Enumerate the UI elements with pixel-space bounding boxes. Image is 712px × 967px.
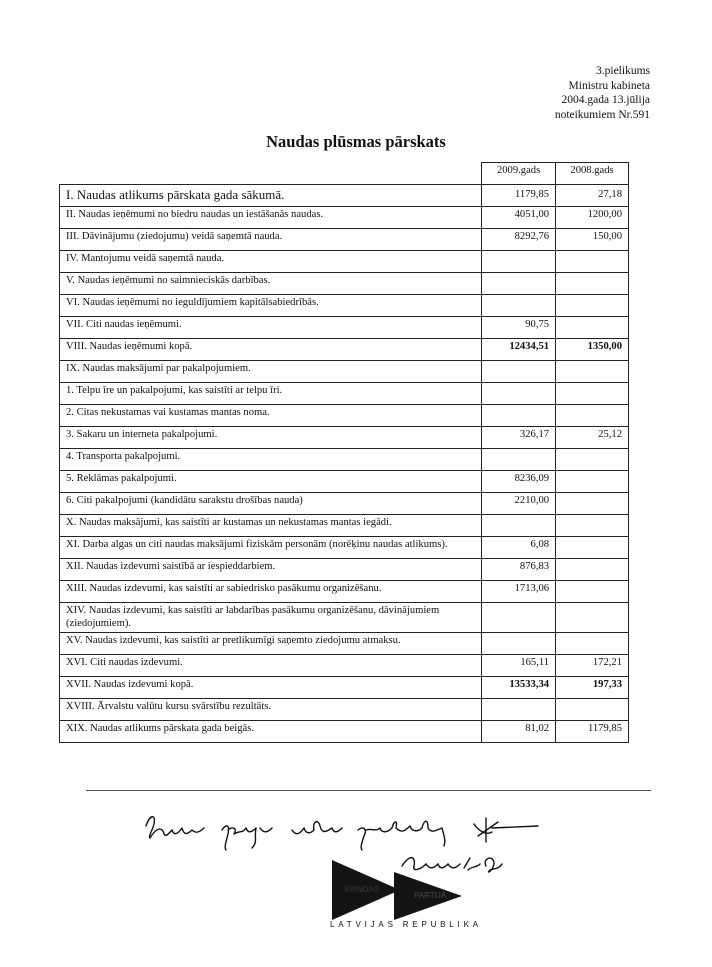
table-row xyxy=(60,537,629,559)
value-2008 xyxy=(556,449,629,471)
column-header-2009: 2009.gads xyxy=(482,163,556,185)
stamp-overlay-signature xyxy=(402,858,502,872)
table-row xyxy=(60,383,629,405)
value-2009: 876,83 xyxy=(482,559,556,581)
value-2008 xyxy=(556,559,629,581)
table-row xyxy=(60,273,629,295)
value-2009 xyxy=(482,405,556,427)
table-row xyxy=(60,361,629,383)
value-2009 xyxy=(482,699,556,721)
value-2009: 165,11 xyxy=(482,655,556,677)
table-row xyxy=(60,339,629,361)
row-label: VII. Citi naudas ieņēmumi. xyxy=(60,317,482,339)
logo-faint-text-left: SVINDAS xyxy=(344,885,380,894)
row-label: XVIII. Ārvalstu valūtu kursu svārstību rezultāts. xyxy=(60,699,482,721)
row-label: VI. Naudas ieņēmumi no ieguldījumiem kapitālsabiedrībās. xyxy=(60,295,482,317)
value-2008 xyxy=(556,295,629,317)
value-2008 xyxy=(556,537,629,559)
annex-issuer: Ministru kabineta xyxy=(568,79,650,92)
value-2009 xyxy=(482,515,556,537)
table-row xyxy=(60,185,629,207)
table-row xyxy=(60,655,629,677)
value-2008: 197,33 xyxy=(556,677,629,699)
value-2008 xyxy=(556,581,629,603)
row-label: 1. Telpu īre un pakalpojumi, kas saistīti ar telpu īri. xyxy=(60,383,482,405)
value-2008 xyxy=(556,317,629,339)
row-label: VIII. Naudas ieņēmumi kopā. xyxy=(60,339,482,361)
value-2009: 12434,51 xyxy=(482,339,556,361)
row-label: IV. Mantojumu veidā saņemtā nauda. xyxy=(60,251,482,273)
value-2008 xyxy=(556,633,629,655)
value-2009: 6,08 xyxy=(482,537,556,559)
table-body xyxy=(60,185,629,743)
value-2009: 8292,76 xyxy=(482,229,556,251)
value-2008: 27,18 xyxy=(556,185,629,207)
value-2008: 25,12 xyxy=(556,427,629,449)
value-2009: 90,75 xyxy=(482,317,556,339)
table-row xyxy=(60,471,629,493)
table-row xyxy=(60,207,629,229)
table-row xyxy=(60,427,629,449)
logo-caption: LATVIJAS REPUBLIKA xyxy=(330,920,482,929)
value-2008 xyxy=(556,493,629,515)
value-2009 xyxy=(482,383,556,405)
annex-number: 3.pielikums xyxy=(596,65,650,77)
table-row xyxy=(60,677,629,699)
annex-regulation: noteikumiem Nr.591 xyxy=(554,108,650,121)
table-row xyxy=(60,405,629,427)
value-2009 xyxy=(482,251,556,273)
logo-faint-text-right: PARTIJA xyxy=(414,891,447,900)
table-row xyxy=(60,721,629,743)
table-header-row xyxy=(60,163,629,185)
row-label: III. Dāvinājumu (ziedojumu) veidā saņemtā nauda. xyxy=(60,229,482,251)
value-2008 xyxy=(556,361,629,383)
row-label: II. Naudas ieņēmumi no biedru naudas un iestāšanās naudas. xyxy=(60,207,482,229)
value-2009 xyxy=(482,295,556,317)
value-2009: 1713,06 xyxy=(482,581,556,603)
row-label: I. Naudas atlikums pārskata gada sākumā. xyxy=(60,185,482,207)
table-row xyxy=(60,559,629,581)
value-2008: 1179,85 xyxy=(556,721,629,743)
row-label: 5. Reklāmas pakalpojumi. xyxy=(60,471,482,493)
value-2009 xyxy=(482,603,556,633)
value-2009 xyxy=(482,449,556,471)
value-2008: 150,00 xyxy=(556,229,629,251)
value-2008: 1200,00 xyxy=(556,207,629,229)
table-row xyxy=(60,295,629,317)
table-row xyxy=(60,515,629,537)
value-2009: 81,02 xyxy=(482,721,556,743)
value-2009: 8236,09 xyxy=(482,471,556,493)
table-row xyxy=(60,229,629,251)
header-blank-cell xyxy=(60,163,482,185)
value-2008 xyxy=(556,515,629,537)
annex-date: 2004.gada 13.jūlija xyxy=(561,94,650,106)
row-label: V. Naudas ieņēmumi no saimnieciskās darbības. xyxy=(60,273,482,295)
row-label: X. Naudas maksājumi, kas saistīti ar kustamas un nekustamas mantas iegādi. xyxy=(60,515,482,537)
row-label: XVI. Citi naudas izdevumi. xyxy=(60,655,482,677)
table-row xyxy=(60,251,629,273)
table-row xyxy=(60,449,629,471)
row-label: XIV. Naudas izdevumi, kas saistīti ar labdarības pasākumu organizēšanu, dāvinājumiem (ziedojumiem). xyxy=(60,603,482,633)
value-2008: 172,21 xyxy=(556,655,629,677)
page-title: Naudas plūsmas pārskats xyxy=(266,132,446,151)
annex-reference xyxy=(555,64,650,122)
value-2009: 2210,00 xyxy=(482,493,556,515)
row-label: 6. Citi pakalpojumi (kandidātu sarakstu drošības nauda) xyxy=(60,493,482,515)
value-2009: 4051,00 xyxy=(482,207,556,229)
row-label: IX. Naudas maksājumi par pakalpojumiem. xyxy=(60,361,482,383)
value-2009 xyxy=(482,633,556,655)
table-row xyxy=(60,699,629,721)
value-2008 xyxy=(556,383,629,405)
row-label: XIX. Naudas atlikums pārskata gada beigās. xyxy=(60,721,482,743)
row-label: XII. Naudas izdevumi saistībā ar iespieddarbiem. xyxy=(60,559,482,581)
value-2008 xyxy=(556,603,629,633)
value-2009: 326,17 xyxy=(482,427,556,449)
row-label: XV. Naudas izdevumi, kas saistīti ar pretlikumīgi saņemto ziedojumu atmaksu. xyxy=(60,633,482,655)
row-label: XIII. Naudas izdevumi, kas saistīti ar sabiedrisko pasākumu organizēšanu. xyxy=(60,581,482,603)
row-label: XVII. Naudas izdevumi kopā. xyxy=(60,677,482,699)
value-2008: 1350,00 xyxy=(556,339,629,361)
value-2009 xyxy=(482,361,556,383)
table-row xyxy=(60,633,629,655)
value-2008 xyxy=(556,273,629,295)
divider-line xyxy=(86,790,651,791)
value-2009 xyxy=(482,273,556,295)
column-header-2008: 2008.gads xyxy=(556,163,629,185)
row-label: XI. Darba algas un citi naudas maksājumi fiziskām personām (norēķinu naudas atlikums). xyxy=(60,537,482,559)
value-2008 xyxy=(556,251,629,273)
table-row xyxy=(60,493,629,515)
value-2008 xyxy=(556,699,629,721)
row-label: 2. Citas nekustamas vai kustamas mantas noma. xyxy=(60,405,482,427)
row-label: 3. Sakaru un interneta pakalpojumi. xyxy=(60,427,482,449)
value-2009: 13533,34 xyxy=(482,677,556,699)
row-label: 4. Transporta pakalpojumi. xyxy=(60,449,482,471)
table-row xyxy=(60,317,629,339)
value-2008 xyxy=(556,405,629,427)
value-2009: 1179,85 xyxy=(482,185,556,207)
cash-flow-table xyxy=(59,162,629,743)
table-row xyxy=(60,581,629,603)
table-row xyxy=(60,603,629,633)
value-2008 xyxy=(556,471,629,493)
signature-handwriting xyxy=(142,808,542,854)
